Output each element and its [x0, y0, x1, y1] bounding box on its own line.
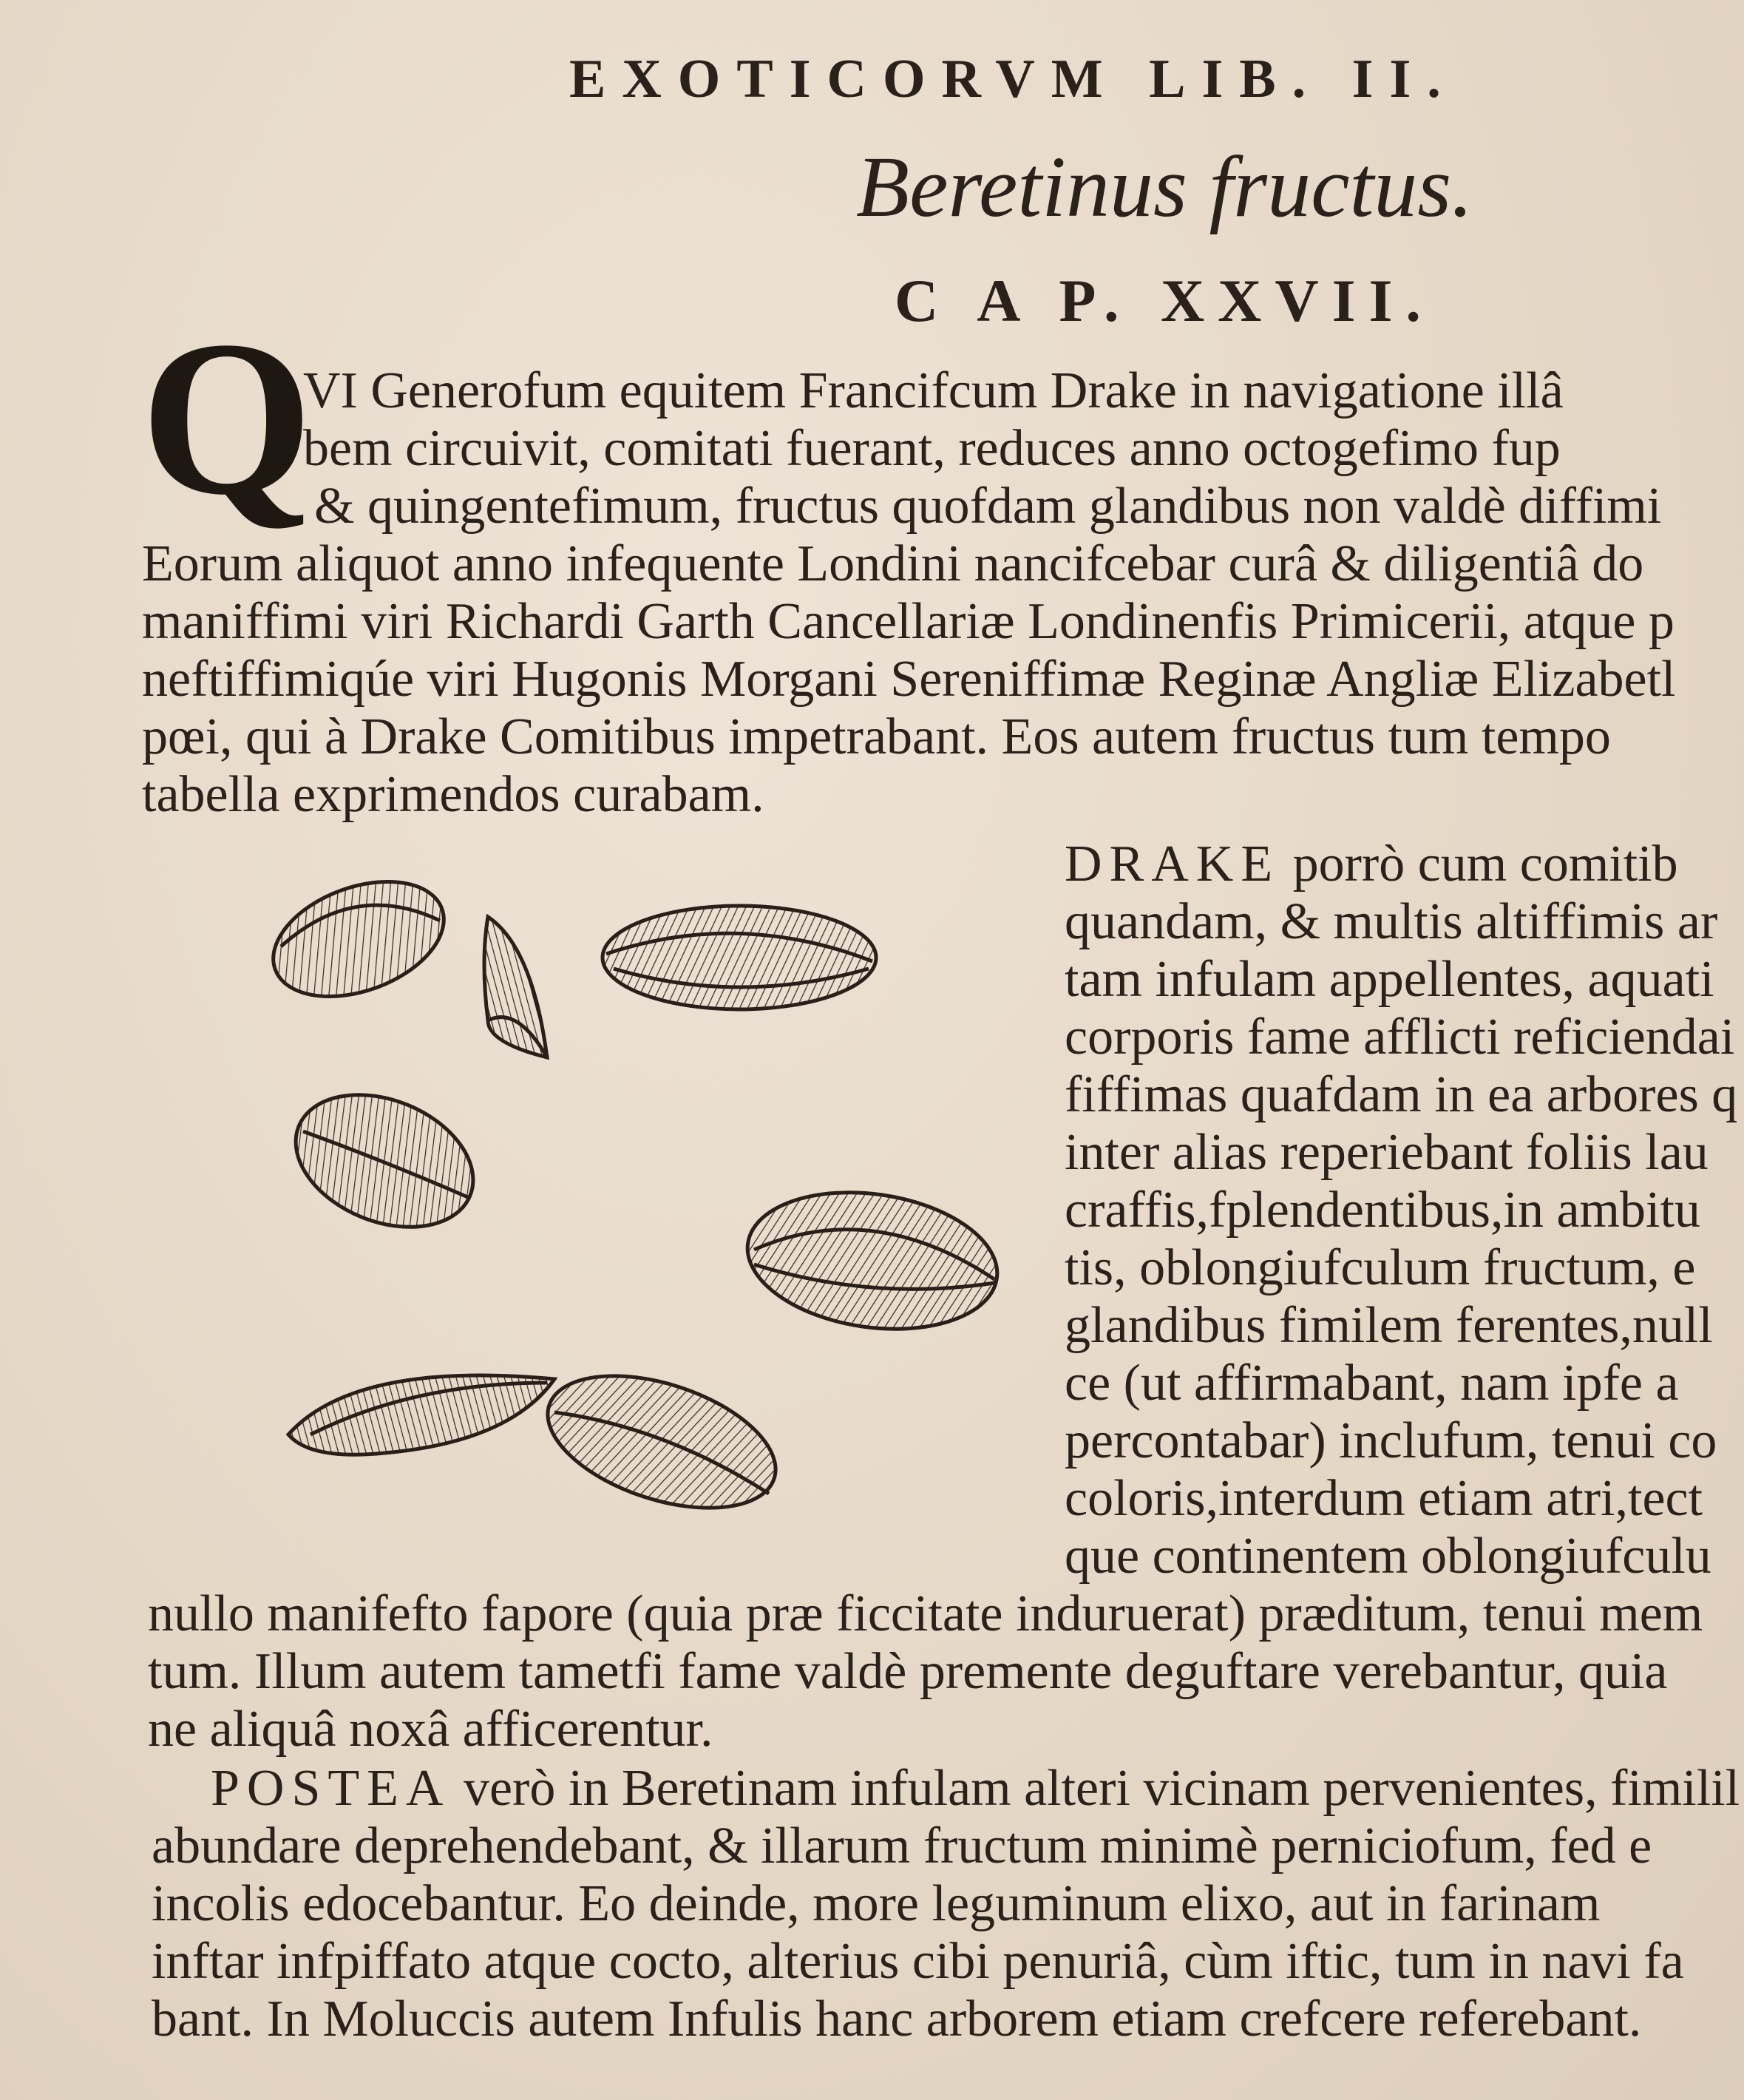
p2-right-line-4: corporis fame afflicti reficiendai [1065, 1009, 1735, 1066]
fruit-woodcut-illustration [266, 850, 1028, 1553]
fruit-6 [288, 1375, 554, 1454]
p3-line-3: incolis edocebantur. Eo deinde, more leguminum elixo, aut in farinam [152, 1875, 1601, 1932]
p3-line-5: bant. In Moluccis autem Infulis hanc arborem etiam crefcere referebant. [152, 1991, 1642, 2048]
p2-full-line-3: ne aliquâ noxâ afficerentur. [148, 1701, 713, 1758]
p2-right-line-11: percontabar) inclufum, tenui co [1065, 1412, 1717, 1469]
p1-line-8: tabella exprimendos curabam. [142, 766, 764, 823]
drop-cap: Q [140, 295, 313, 541]
p2-right-line-6: inter alias reperiebant foliis lau [1065, 1124, 1709, 1181]
p1-line-7: pœi, qui à Drake Comitibus impetrabant. Eos autem fructus tum tempo [142, 708, 1611, 765]
p3-line-4: inftar infpiffato atque cocto, alterius cibi penuriâ, cùm iftic, tum in navi fa [152, 1933, 1684, 1990]
fruit-5 [739, 1177, 1006, 1344]
running-head: EXOTICORVM LIB. II. [569, 49, 1457, 109]
p2-right-line-5: fiffimas quafdam in ea arbores q [1065, 1066, 1738, 1123]
p1-line-2: bem circuivit, comitati fuerant, reduces anno octogefimo fup [303, 420, 1561, 477]
chapter-title: Beretinus fructus. [856, 138, 1473, 235]
fruit-2 [484, 917, 547, 1057]
p2-right-line-13: que continentem oblongiufculu [1065, 1528, 1711, 1585]
fruit-1 [266, 860, 460, 1018]
fruit-7 [532, 1350, 793, 1533]
p2-right-line-7: craffis,fplendentibus,in ambitu [1065, 1182, 1700, 1239]
p3-line-2: abundare deprehendebant, & illarum fructum minimè perniciofum, fed e [152, 1818, 1652, 1874]
p2-lead-rest: porrò cum comitib [1280, 836, 1678, 892]
p3-line-1 [211, 1760, 1740, 1818]
chapter-number: C A P. XXVII. [895, 267, 1434, 334]
p2-right-line-1 [1065, 836, 1678, 893]
fruit-3 [603, 906, 876, 1009]
p3-lead-rest: verò in Beretinam infulam alteri vicinam pervenientes, fimilil [450, 1760, 1740, 1817]
p1-line-5: maniffimi viri Richardi Garth Cancellariæ Londinenfis Primicerii, atque p [142, 593, 1675, 650]
p2-right-line-12: coloris,interdum etiam atri,tect [1065, 1470, 1703, 1527]
p2-right-line-3: tam infulam appellentes, aquati [1065, 951, 1714, 1008]
p1-line-6: neftiffimiqúe viri Hugonis Morgani Sereniffimæ Reginæ Angliæ Elizabetl [142, 651, 1676, 708]
p2-lead-word: DRAKE [1065, 836, 1280, 892]
p2-right-line-9: glandibus fimilem ferentes,null [1065, 1297, 1713, 1354]
p2-full-line-1: nullo manifefto fapore (quia præ ficcitate induruerat) præditum, tenui mem [148, 1585, 1703, 1642]
p2-right-line-10: ce (ut affirmabant, nam ipfe a [1065, 1355, 1679, 1412]
p1-line-1: VI Generofum equitem Francifcum Drake in navigatione illâ [303, 362, 1564, 419]
p1-line-3: & quingentefimum, fructus quofdam glandibus non valdè diffimi [314, 478, 1662, 535]
p3-lead-word: POSTEA [211, 1760, 451, 1817]
p1-line-4: Eorum aliquot anno infequente Londini nancifcebar curâ & diligentiâ do [142, 535, 1644, 592]
p2-right-line-2: quandam, & multis altiffimis ar [1065, 893, 1718, 950]
fruit-4 [276, 1070, 492, 1252]
p2-right-line-8: tis, oblongiufculum fructum, e [1065, 1239, 1696, 1296]
p2-full-line-2: tum. Illum autem tametfi fame valdè premente deguftare verebantur, quia [148, 1643, 1668, 1700]
